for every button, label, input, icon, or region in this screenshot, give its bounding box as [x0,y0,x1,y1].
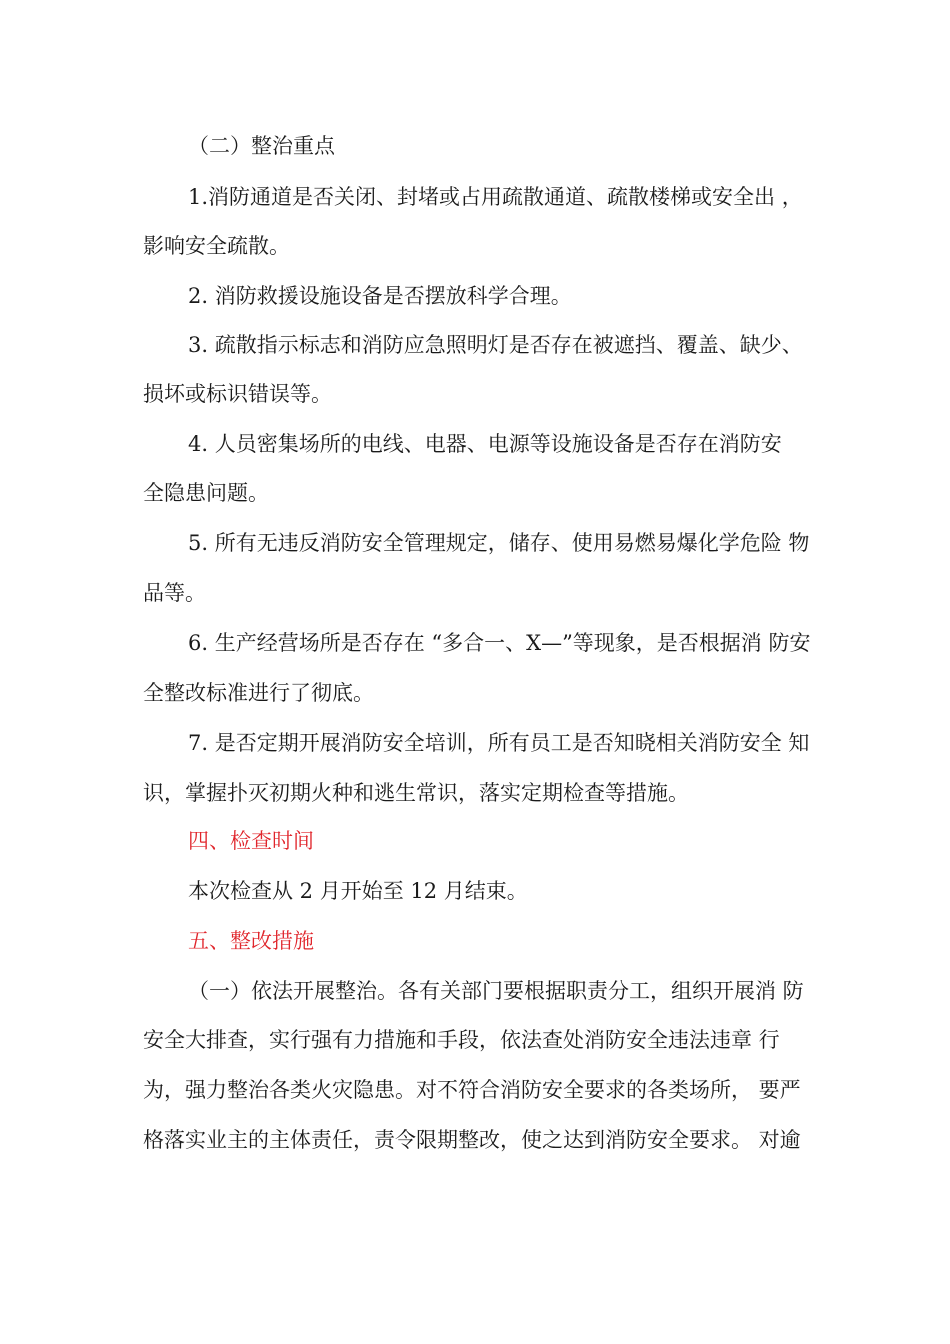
item-7-line-1: 7. 是否定期开展消防安全培训，所有员工是否知晓相关消防安全 知 [188,731,810,755]
section-4-text: 本次检查从 2 月开始至 12 月结束。 [188,879,528,903]
item-6-line-1: 6. 生产经营场所是否存在 “多合一、X—”等现象，是否根据消 防安 [188,631,811,655]
section-4-heading: 四、检查时间 [188,829,314,853]
item-5-line-2: 品等。 [143,581,206,605]
item-4-line-2: 全隐患问题。 [143,481,269,505]
item-6-line-2: 全整改标准进行了彻底。 [143,681,374,705]
item-7-line-2: 识，掌握扑灭初期火种和逃生常识，落实定期检查等措施。 [143,781,689,805]
section-5-heading: 五、整改措施 [188,929,314,953]
item-5-line-1: 5. 所有无违反消防安全管理规定，储存、使用易燃易爆化学危险 物 [188,531,810,555]
section-5-paragraph-line-1: （一）依法开展整治。各有关部门要根据职责分工，组织开展消 防 [188,979,804,1003]
subheading-priorities: （二）整治重点 [188,134,335,158]
item-1-line-2: 影响安全疏散。 [143,234,290,258]
section-5-paragraph-line-2: 安全大排查，实行强有力措施和手段，依法查处消防安全违法违章 行 [143,1028,780,1052]
item-1-line-1: 1.消防通道是否关闭、封堵或占用疏散通道、疏散楼梯或安全出 ， [188,185,803,209]
item-4-line-1: 4. 人员密集场所的电线、电器、电源等设施设备是否存在消防安 [188,432,782,456]
section-5-paragraph-line-3: 为，强力整治各类火灾隐患。对不符合消防安全要求的各类场所， 要严 [143,1078,801,1102]
section-5-paragraph-line-4: 格落实业主的主体责任，责令限期整改，使之达到消防安全要求。 对逾 [143,1128,801,1152]
item-3-line-2: 损坏或标识错误等。 [143,382,332,406]
item-2-line-1: 2. 消防救援设施设备是否摆放科学合理。 [188,284,572,308]
item-3-line-1: 3. 疏散指示标志和消防应急照明灯是否存在被遮挡、覆盖、缺少、 [188,333,803,357]
